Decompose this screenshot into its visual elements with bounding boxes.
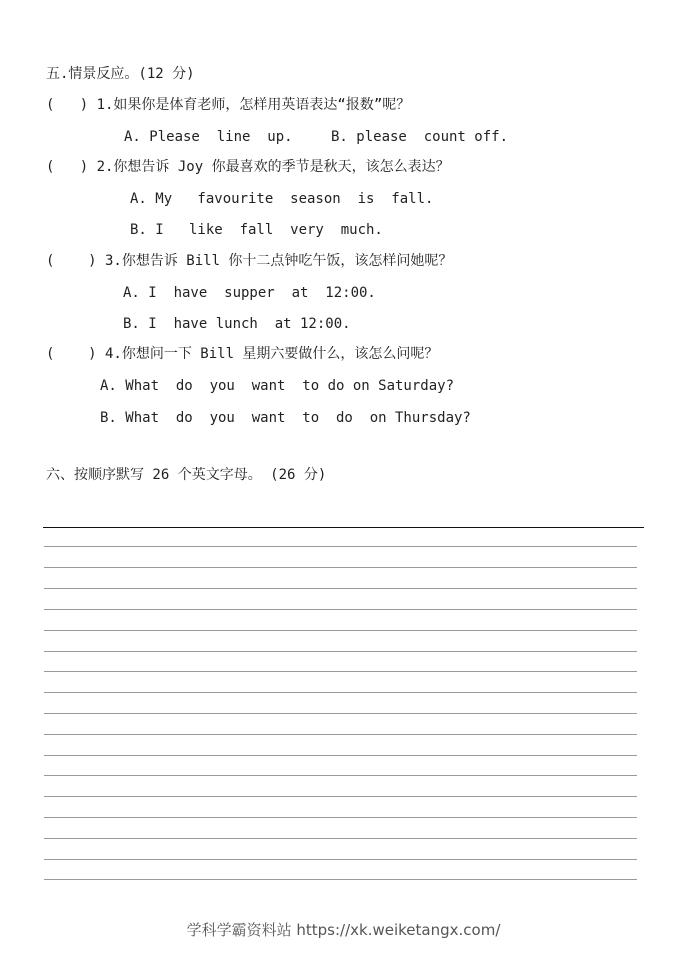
writing-line	[44, 817, 637, 818]
writing-line	[44, 651, 637, 652]
question-3-option-b: B. I have lunch at 12:00.	[123, 316, 351, 332]
writing-line	[44, 879, 637, 880]
writing-line	[44, 567, 637, 568]
writing-line	[44, 609, 637, 610]
writing-line	[44, 671, 637, 672]
question-1-option-a: A. Please line up.	[124, 129, 293, 145]
question-4-stem: ( ) 4.你想问一下 Bill 星期六要做什么，该怎么问呢？	[46, 346, 439, 362]
writing-line	[44, 630, 637, 631]
section5-title: 五.情景反应。(12 分)	[46, 66, 195, 82]
writing-line	[44, 588, 637, 589]
writing-line	[44, 796, 637, 797]
writing-line	[44, 713, 637, 714]
question-3-option-a: A. I have supper at 12:00.	[123, 285, 376, 301]
question-2-option-b: B. I like fall very much.	[130, 222, 383, 238]
writing-line	[44, 775, 637, 776]
writing-line	[44, 692, 637, 693]
question-3-stem: ( ) 3.你想告诉 Bill 你十二点钟吃午饭，该怎样问她呢？	[46, 253, 453, 269]
writing-line	[44, 734, 637, 735]
question-2-stem: ( ) 2.你想告诉 Joy 你最喜欢的季节是秋天，该怎么表达？	[46, 159, 450, 175]
question-2-option-a: A. My favourite season is fall.	[130, 191, 434, 207]
footer-watermark: 学科学霸资料站 https://xk.weiketangx.com/	[186, 921, 501, 939]
question-1-stem: ( ) 1.如果你是体育老师，怎样用英语表达“报数”呢？	[46, 97, 411, 113]
question-1-option-b: B. please count off.	[331, 129, 509, 145]
writing-line	[44, 546, 637, 547]
writing-line	[44, 755, 637, 756]
question-4-option-a: A. What do you want to do on Saturday?	[100, 378, 455, 394]
question-4-option-b: B. What do you want to do on Thursday?	[100, 410, 471, 426]
section6-title: 六、按顺序默写 26 个英文字母。 (26 分)	[46, 467, 327, 483]
writing-line	[44, 859, 637, 860]
writing-line	[44, 838, 637, 839]
top-rule	[43, 527, 644, 528]
